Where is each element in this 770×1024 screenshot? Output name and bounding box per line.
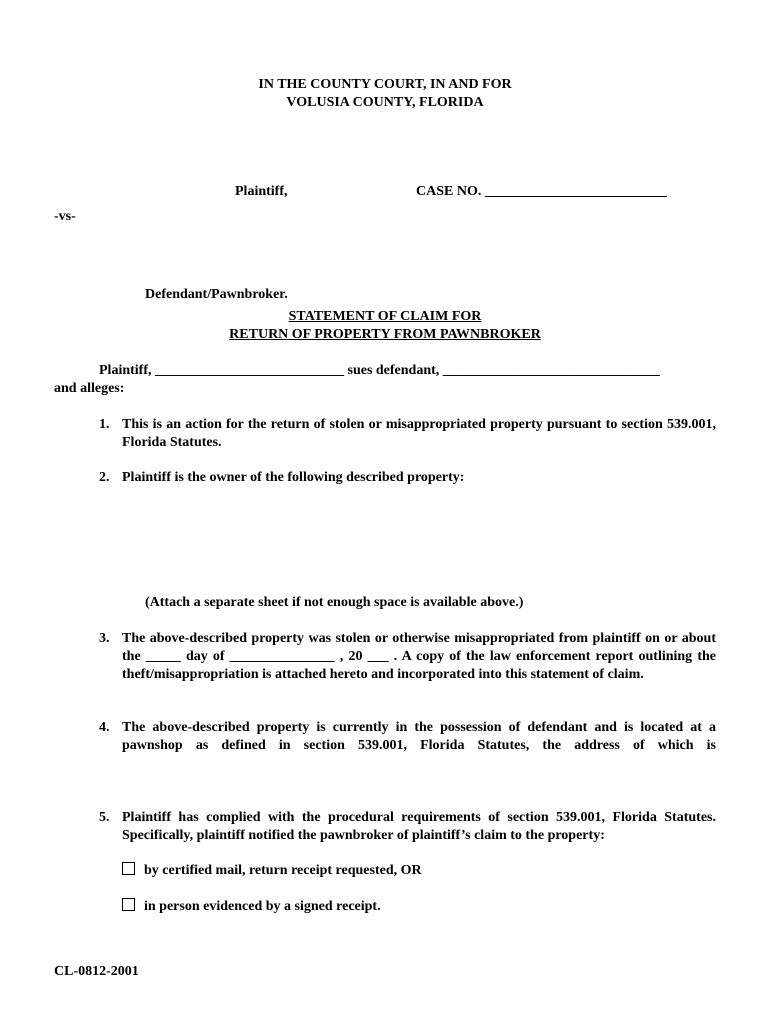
- option-label: by certified mail, return receipt requested, OR: [144, 863, 422, 878]
- paragraph-3-text: The above-described property was stolen or otherwise misappropriated from plaintiff on or about the _____ day of _______________ , 20 ___ . A copy of the law enforcement report outlining the theft/misappropriation is attached hereto and incorporated into this statement of claim.: [122, 631, 716, 682]
- attach-sheet-note: (Attach a separate sheet if not enough space is available above.): [145, 595, 524, 610]
- paragraph-number: 1.: [99, 417, 110, 432]
- paragraph-number: 2.: [99, 470, 110, 485]
- intro-and-alleges: and alleges:: [54, 381, 125, 396]
- option-in-person: [122, 898, 381, 916]
- plaintiff-label: Plaintiff,: [235, 184, 288, 199]
- court-heading-line2: VOLUSIA COUNTY, FLORIDA: [286, 95, 484, 110]
- paragraph-number: 3.: [99, 631, 110, 646]
- paragraph-5-text: Plaintiff has complied with the procedural requirements of section 539.001, Florida Statutes. Specifically, plaintiff notified the pawnbroker of plaintiff’s claim to the property:: [122, 810, 716, 843]
- case-number-field: CASE NO. __________________________: [416, 184, 667, 199]
- paragraph-2-text: Plaintiff is the owner of the following described property:: [122, 470, 465, 485]
- paragraph-number: 5.: [99, 810, 110, 825]
- form-number: CL-0812-2001: [54, 964, 139, 979]
- intro-line: Plaintiff, ___________________________ sues defendant, _______________________________: [99, 363, 660, 378]
- certified-mail-checkbox[interactable]: [122, 862, 135, 875]
- paragraph-number: 4.: [99, 720, 110, 735]
- option-certified-mail: [122, 862, 422, 880]
- document-title-line1: STATEMENT OF CLAIM FOR: [288, 309, 482, 324]
- option-label: in person evidenced by a signed receipt.: [144, 899, 381, 914]
- court-heading-line1: IN THE COUNTY COURT, IN AND FOR: [258, 77, 512, 92]
- paragraph-4-text: The above-described property is currently in the possession of defendant and is located at a pawnshop as defined in section 539.001, Florida Statutes, the address of which is: [122, 720, 716, 753]
- versus-label: -vs-: [54, 209, 76, 224]
- defendant-label: Defendant/Pawnbroker.: [145, 287, 288, 302]
- in-person-checkbox[interactable]: [122, 898, 135, 911]
- paragraph-1-text: This is an action for the return of stolen or misappropriated property pursuant to section 539.001, Florida Statutes.: [122, 417, 716, 450]
- document-title-line2: RETURN OF PROPERTY FROM PAWNBROKER: [229, 327, 541, 342]
